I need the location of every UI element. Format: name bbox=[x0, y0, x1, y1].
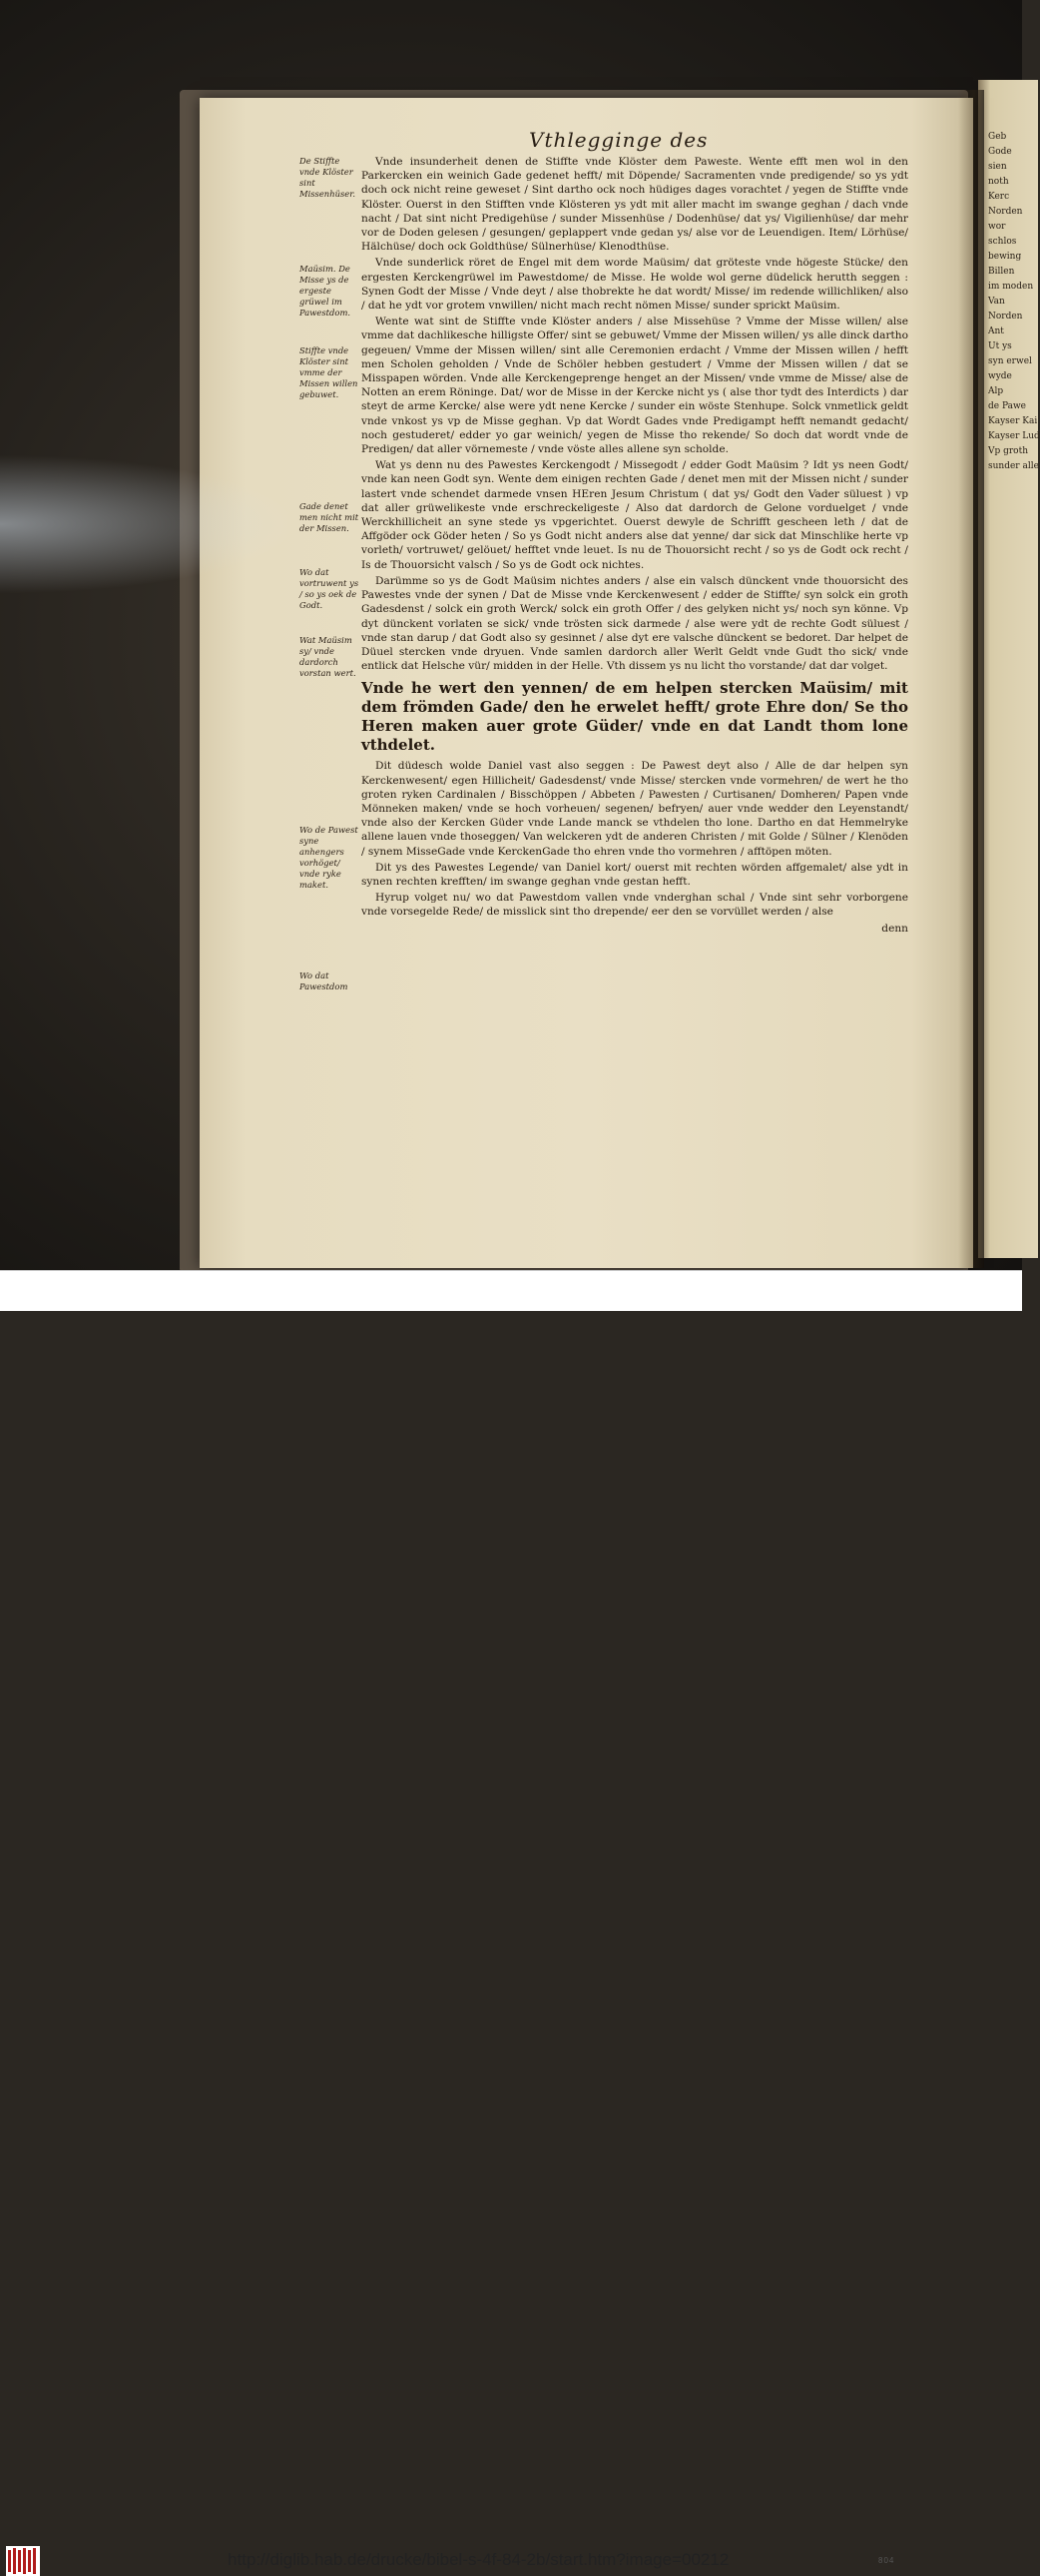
paragraph: Wente wat sint de Stiffte vnde Klöster anders / alse Missehüse ? Vmme der Misse willen/ alse vmme dat dachlikesche hilligste Offer/ sint se gebuwet/ Vmme der Missen willen/ ys alle dinck dartho gegeuen/ Vmme der Missen willen/ sint alle Ceremonien erdacht / Vmme der Missen willen / hefft men Scholen geholden / Vnde de Schöler hebben gestudert / Vmme der Missen willen / dat se Misspapen wörden. Vnde alle Kerckengeprenge henget an der Missen/ vnde vmme de Misse/ alse de Notten an erem Röninge. Dat/ wor de Misse in der Kercke nicht ys ( alse thor tydt des Interdicts ) dar steyt de arme Kercke/ alse were ydt nene Kercke / sunder ein wöste Stenhupe. Solck vnmetlick geldt vnde vnkost ys vp de Misse geghan. Vp dat Wordt Gades vnde Predigampt hefft nemandt gedacht/ noch gestuderet/ edder yo gar weinich/ yegen de Misse tho rekende/ So doch dat wordt vnde de Predigen/ dat aller vörnemeste / vnde vöste alles allene syn scholde. bbox=[361, 316, 908, 456]
margin-note: Maüsim. De Misse ys de ergeste grüwel im Pawestdom. bbox=[299, 264, 351, 318]
margin-note: Stiffte vnde Klöster sint vmme der Missen willen gebuwet. bbox=[299, 345, 358, 399]
margin-note: Wo dat vortruwent ys / so ys oek de Godt. bbox=[299, 567, 359, 610]
paragraph: Dit ys des Pawestes Legende/ van Daniel kort/ ouerst mit rechten wörden affgemalet/ alse ydt in synen rechten krefften/ im swange geghan vnde gestan hefft. bbox=[361, 861, 908, 888]
catchword: denn bbox=[881, 922, 908, 935]
running-head: Vthlegginge des bbox=[529, 128, 709, 152]
paragraph: Wat ys denn nu des Pawestes Kerckengodt / Missegodt / edder Godt Maüsim ? Idt ys neen Godt/ vnde kan neen Godt syn. Wente dem einigen rechten Gade / denet men mit der Missen nicht / sunder lastert vnde schendet darmede vnsen HEren Jesum Christum ( dat ys/ Godt den Vader süluest ) vp dat aller grüwelikeste vnde erschreckeligeste / Also dat dardorch de Gelone vorduelget / vnde Werckhillicheit an syne stede ys vpgerichtet. Ouerst dewyle de Schrifft gescheen leth / dat de Affgöder ock Göder heten / So ys Godt nicht anders alse dat yenne/ dar sick dat Minschlike herte vp vorleth/ vortruwet/ gelöuet/ hefftet vnde leuet. Is nu de Thouorsicht recht / so ys de Godt ock recht / Is de Thouorsicht valsch / So ys de Godt ock nichtes. bbox=[361, 459, 908, 571]
light-glare bbox=[0, 454, 299, 594]
page-marker: 804 bbox=[878, 2556, 895, 2565]
body-text bbox=[361, 155, 908, 936]
permalink-url[interactable]: http://diglib.hab.de/drucke/bibel-s-4f-84-2b/start.htm?image=00212 bbox=[228, 2550, 730, 2569]
paragraph: Hyrup volget nu/ wo dat Pawestdom vallen vnde vnderghan schal / Vnde sint sehr vorborgene vnde vorsegelde Rede/ de misslick sint tho drepende/ eer den se vorvüllet werden / alse bbox=[361, 892, 908, 919]
paragraph: Darümme so ys de Godt Maüsim nichtes anders / alse ein valsch dünckent vnde thouorsicht des Pawestes vnde der synen / Dat de Misse vnde Kerckenwesent / edder de Stiffte/ syn solck ein groth Gadesdenst / solck ein groth Werck/ solck ein groth Offer / des gelyken nicht ys/ noch syn könne. Vp dyt dünckent vorlaten se sick/ vnde trösten sick darmede / alse were ydt de rechte Godt süluest / vnde stan darup / dat Godt also sy gesinnet / alse dyt ere valsche dünckent se bedoret. Dar helpet de Düuel stercken vnde dryuen. Vnde samlen dardorch aller Werlt Geldt vnde Gudt tho sick/ vnde entlick dat Helsche vür/ midden in der Helle. Vth dissem ys nu licht tho vorstande/ dat dar volget. bbox=[361, 574, 908, 673]
gutter-shadow bbox=[958, 90, 984, 1268]
margin-note: Wo dat Pawestdom bbox=[299, 970, 348, 991]
viewer-footer bbox=[0, 1270, 1022, 2569]
paragraph: Dit düdesch wolde Daniel vast also seggen : De Pawest deyt also / Alle de dar helpen syn Kerckenwesent/ egen Hillicheit/ Gadesdenst/ vnde Misse/ stercken vnde vormehren/ de wert he tho groten ryken Cardinalen / Bisschöppen / Abbeten / Pawesten / Curtisanen/ Domheren/ Papen vnde Mönneken maken/ vnde se hoch vorheuen/ segenen/ befryen/ auer vnde wedder den Leyenstandt/ vnde also der Kercken Güder vnde Lande manck se vthdelen tho lone. Dartho en dat Hemmelryke allene lauen vnde thoseggen/ Van welckeren ydt de anderen Christen / mit Golde / Sülner / Klenöden / synem MisseGade vnde KerckenGade tho ehren vnde tho vormehren / afftöpen möten. bbox=[361, 760, 908, 858]
facing-page-text: Geb Gode sien noth Kerc Norden wor schlos bewing Billen im moden Van Norden Ant Ut ys syn erwel wyde Alp de Pawe Kayser Kai Kayser Lud Vp groth sunder alle bbox=[988, 132, 1040, 471]
paragraph: Vnde sunderlick röret de Engel mit dem worde Maüsim/ dat gröteste vnde högeste Stücke/ den ergesten Kerckengrüwel im Pawestdome/ de Misse. He wolde wol gerne düdelick herutth seggen : Synen Godt der Misse / Vnde deyt / alse thobrekte he dat wordt/ Misse/ im redende willichliken/ also / dat he ydt vor grotem vnwillen/ nicht mach recht nömen Misse/ sunder sprickt Maüsim. bbox=[361, 257, 908, 313]
margin-note: De Stiffte vnde Klöster sint Missenhüser. bbox=[299, 156, 355, 199]
library-logo-icon bbox=[6, 2546, 40, 2576]
margin-note: Wo de Pawest syne anhengers vorhöget/ vnde ryke maket. bbox=[299, 825, 358, 890]
scan-image bbox=[0, 0, 1040, 1270]
margin-note: Gade denet men nicht mit der Missen. bbox=[299, 501, 359, 533]
paragraph: Vnde insunderheit denen de Stiffte vnde Klöster dem Paweste. Wente efft men wol in den Parkercken ein weinich Gade gedenet hefft/ mit Döpende/ Sacramenten vnde predigende/ so ys ydt doch ock nicht reine geweset / Sint dartho ock noch hüdiges dages vorachtet / yegen de Stiffte vnde Klöster. Ouerst in den Stifften vnde Klösteren ys ydt mit aller macht im swange geghan / dach vnde nacht / Dat sint nicht Predigehüse / sunder Missenhüse / Dodenhüse/ dat ys/ Vigilienhüse/ dar mehr vor de Doden gelesen / gesungen/ geplappert vnde gedan ys/ alse vor de Leuendigen. Item/ Lörhüse/ Hälchüse/ doch ock Goldthüse/ Sülnerhüse/ Klenodthüse. bbox=[361, 156, 908, 254]
section-heading: Vnde he wert den yennen/ de em helpen stercken Maüsim/ mit dem frömden Gade/ den he erwelet hefft/ grote Ehre don/ Se tho Heren maken auer grote Güder/ vnde en dat Landt thom lone vthdelet. bbox=[361, 679, 908, 755]
margin-note: Wat Maüsim sy/ vnde dardorch vorstan wert. bbox=[299, 635, 356, 678]
